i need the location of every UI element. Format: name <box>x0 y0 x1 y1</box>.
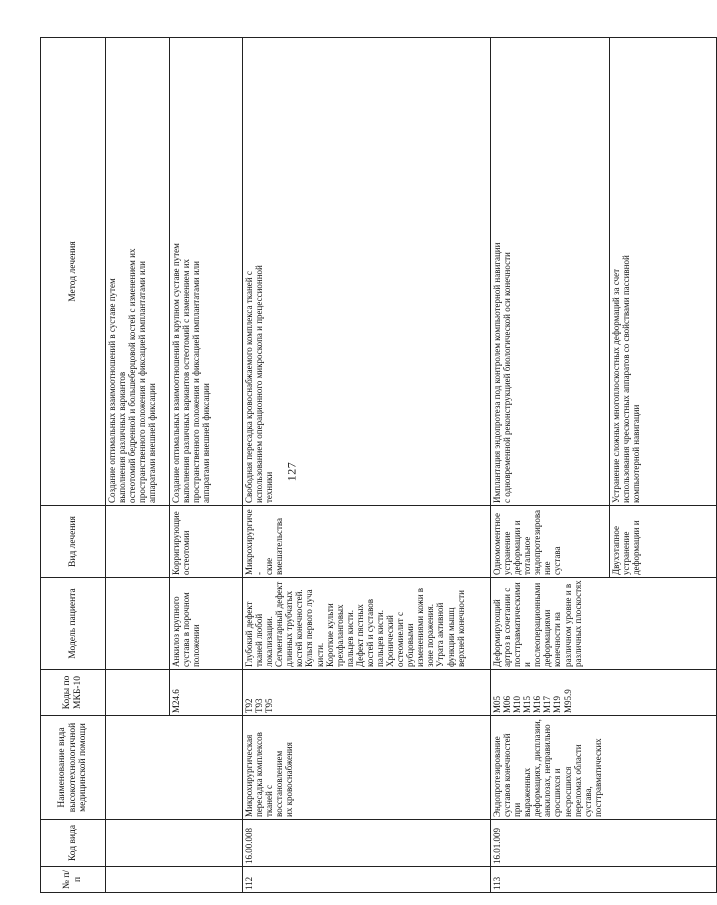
method-cell: Свободная пересадка кровоснабжаемого комплекса тканей с использованием операционного микроскопа и прецессионной техники <box>243 38 491 506</box>
treatment-type-cell: Микрохирургиче- ские вмешательства <box>243 506 491 578</box>
row-number: 112 <box>243 867 491 893</box>
page-number: 127 <box>284 461 299 482</box>
treatment-type-cell: Одномоментное устранение деформации и тотальное эндопротезирование сустава <box>491 506 610 578</box>
header-code: Код вида <box>41 820 106 867</box>
care-name-cell: Микрохирургическая пересадка комплексов тканей с восстановлением их кровоснабжения <box>243 716 491 820</box>
model-cell: Деформирующий артроз в сочетании с посттравматическими и послеоперационными деформациями конечности на различном уровне и в различных плоскостях <box>491 578 717 670</box>
method-cell: Имплантация эндопротеза под контролем компьютерной навигации с одновременной реконструкцией биологической оси конечности <box>491 38 610 506</box>
table-row <box>243 38 491 893</box>
method-cell: Создание оптимальных взаимоотношений в крупном суставе путем выполнения различных вариантов остеотомий с изменением их пространственного положения и фиксацией имплантатами или аппаратами внешней фиксации <box>170 38 243 506</box>
model-cell: Глубокий дефект тканей любой локализации. Сегментарный дефект длинных трубчатых костей конечностей. Культя первого луча кисти. Короткие культи трехфаланговых пальцев кисти. Дефект пястных костей и суставов пальцев кисти. Хронический остеомиелит с рубцовыми изменениями кожи в зоне поражения. Утрата активной функции мышц верхней конечности <box>243 578 491 670</box>
treatment-type-cell: Двухэтапное устранение деформации и <box>610 506 717 578</box>
method-cell: Устранение сложных многоплоскостных деформаций за счет использования чрескостных аппаратов со свойствами пассивной компьютерной навигации <box>610 38 717 506</box>
header-vid: Вид лечения <box>41 506 106 578</box>
medical-care-table <box>40 37 717 893</box>
header-metod: Метод лечения <box>41 38 106 506</box>
treatment-type-cell: Корригирующие остеотомии <box>170 506 243 578</box>
header-model: Модель пациента <box>41 578 106 670</box>
method-cell: Создание оптимальных взаимоотношений в суставе путем выполнения различных вариантов остеотомий бедренной и большеберцовой костей с изменением их пространственного положения и фиксацией имплантатами или аппаратами внешней фиксации <box>106 38 170 506</box>
care-code: 16.01.009 <box>491 820 717 867</box>
model-cell: Анкилоз крупного сустава в порочном положении <box>170 578 243 670</box>
mkb-cell: M05 M06 M10 M15 M16 M17 M19 M95.9 <box>491 670 717 716</box>
header-num: № п/п <box>41 867 106 893</box>
header-name: Наименование вида высокотехнологичной медицинской помощи <box>41 716 106 820</box>
header-mkb: Коды по МКБ-10 <box>41 670 106 716</box>
care-name-cell: Эндопротезирование суставов конечностей при выраженных деформациях, дисплазии, анкилозах, неправильно сросшихся и несросшихся переломах области сустава, посттравматических <box>491 716 717 820</box>
care-code: 16.00.008 <box>243 820 491 867</box>
row-number: 113 <box>491 867 717 893</box>
mkb-cell: M24.6 <box>170 670 243 716</box>
table-header-row <box>41 38 106 893</box>
mkb-cell: T92 T93 T95 <box>243 670 491 716</box>
table-row <box>106 38 170 893</box>
table-row <box>491 38 610 893</box>
rotated-table-page <box>40 38 642 893</box>
